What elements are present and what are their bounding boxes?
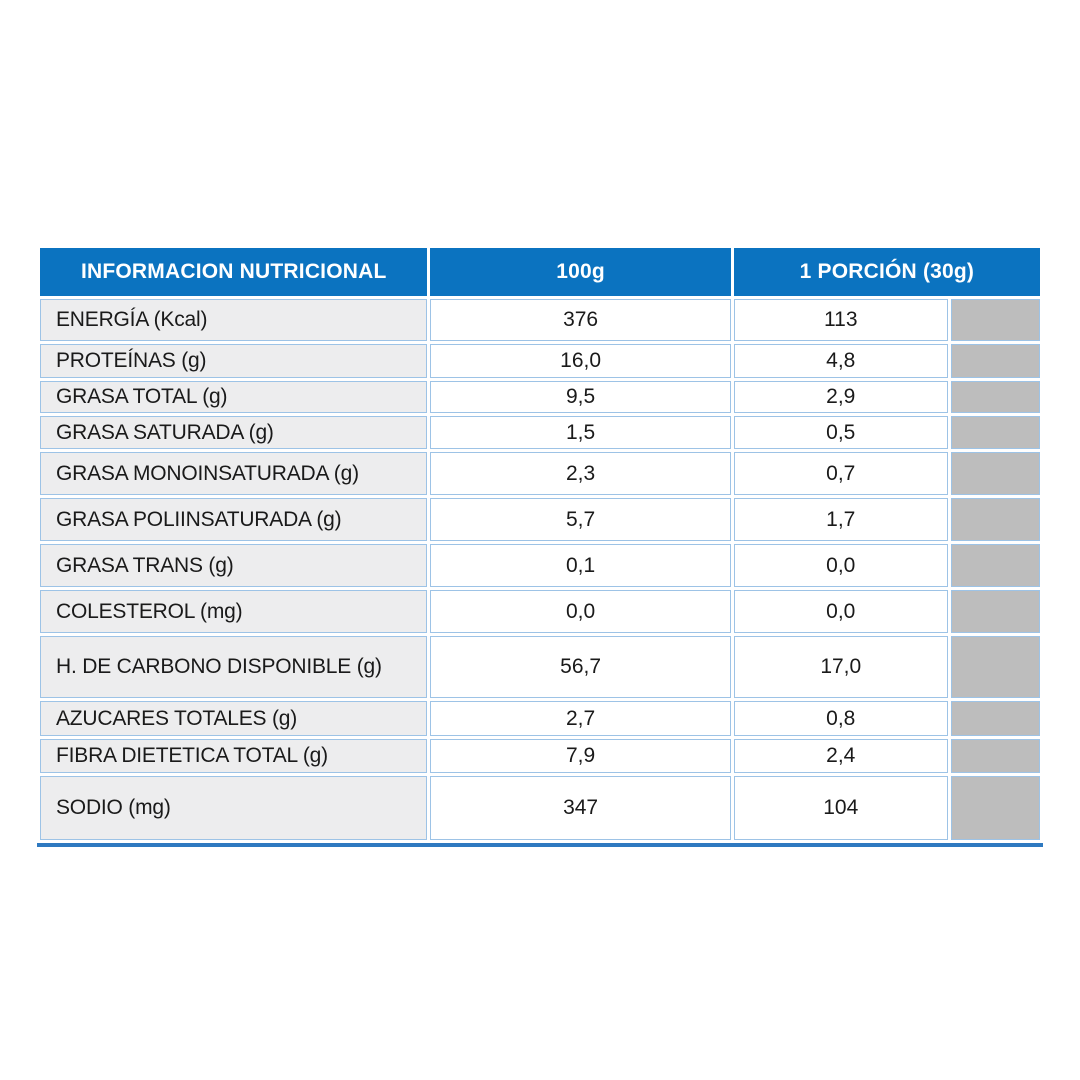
value-portion: 0,0 [734, 544, 948, 587]
table-row [40, 452, 1040, 495]
table-row [40, 299, 1040, 341]
table-row [40, 416, 1040, 449]
row-label: PROTEÍNAS (g) [40, 344, 427, 378]
row-label: GRASA SATURADA (g) [40, 416, 427, 449]
filler-cell [951, 636, 1040, 698]
header-portion: 1 PORCIÓN (30g) [734, 248, 1040, 296]
table-row [40, 544, 1040, 587]
filler-cell [951, 381, 1040, 413]
filler-cell [951, 498, 1040, 541]
header-title: INFORMACION NUTRICIONAL [40, 248, 427, 296]
filler-cell [951, 776, 1040, 840]
value-100g: 9,5 [430, 381, 730, 413]
filler-cell [951, 452, 1040, 495]
value-portion: 2,9 [734, 381, 948, 413]
value-portion: 104 [734, 776, 948, 840]
filler-cell [951, 739, 1040, 773]
nutrition-table-container [37, 245, 1043, 847]
value-100g: 16,0 [430, 344, 730, 378]
row-label: FIBRA DIETETICA TOTAL (g) [40, 739, 427, 773]
table-row [40, 739, 1040, 773]
value-100g: 347 [430, 776, 730, 840]
value-100g: 7,9 [430, 739, 730, 773]
nutrition-table [37, 245, 1043, 843]
value-portion: 113 [734, 299, 948, 341]
value-100g: 376 [430, 299, 730, 341]
value-portion: 4,8 [734, 344, 948, 378]
filler-cell [951, 544, 1040, 587]
table-row [40, 776, 1040, 840]
value-100g: 5,7 [430, 498, 730, 541]
row-label: ENERGÍA (Kcal) [40, 299, 427, 341]
filler-cell [951, 701, 1040, 736]
value-portion: 2,4 [734, 739, 948, 773]
table-header-row [40, 248, 1040, 296]
value-100g: 56,7 [430, 636, 730, 698]
filler-cell [951, 299, 1040, 341]
table-row [40, 636, 1040, 698]
table-row [40, 590, 1040, 633]
value-100g: 2,7 [430, 701, 730, 736]
value-portion: 1,7 [734, 498, 948, 541]
filler-cell [951, 590, 1040, 633]
value-portion: 0,5 [734, 416, 948, 449]
table-row [40, 701, 1040, 736]
value-portion: 0,7 [734, 452, 948, 495]
table-row [40, 381, 1040, 413]
row-label: GRASA MONOINSATURADA (g) [40, 452, 427, 495]
row-label: COLESTEROL (mg) [40, 590, 427, 633]
value-100g: 0,1 [430, 544, 730, 587]
row-label: H. DE CARBONO DISPONIBLE (g) [40, 636, 427, 698]
filler-cell [951, 344, 1040, 378]
value-100g: 0,0 [430, 590, 730, 633]
row-label: GRASA TOTAL (g) [40, 381, 427, 413]
value-100g: 1,5 [430, 416, 730, 449]
value-portion: 17,0 [734, 636, 948, 698]
row-label: GRASA TRANS (g) [40, 544, 427, 587]
table-row [40, 498, 1040, 541]
row-label: GRASA POLIINSATURADA (g) [40, 498, 427, 541]
header-per-100g: 100g [430, 248, 730, 296]
value-100g: 2,3 [430, 452, 730, 495]
row-label: SODIO (mg) [40, 776, 427, 840]
filler-cell [951, 416, 1040, 449]
value-portion: 0,8 [734, 701, 948, 736]
table-row [40, 344, 1040, 378]
value-portion: 0,0 [734, 590, 948, 633]
row-label: AZUCARES TOTALES (g) [40, 701, 427, 736]
